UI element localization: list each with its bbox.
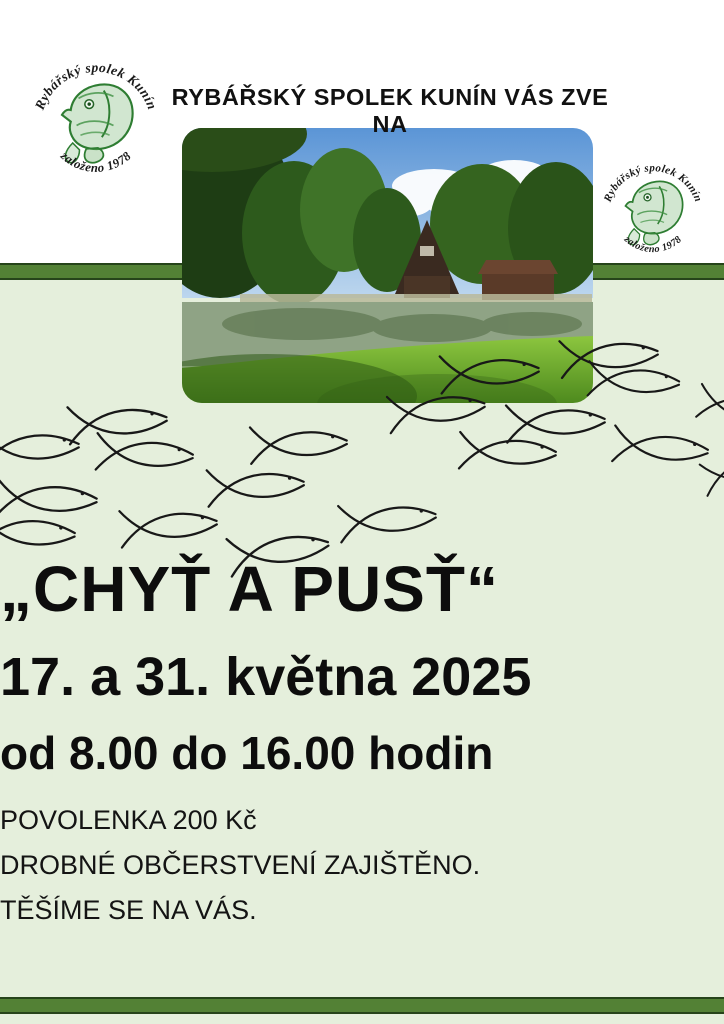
detail-line-permit: POVOLENKA 200 Kč [0, 805, 257, 835]
logo-ring-text: Rybářský spolek Kunín [31, 59, 161, 112]
event-details [0, 798, 724, 933]
logo-founded-text: založeno 1978 [58, 148, 134, 175]
carp-sketch-icon [62, 84, 133, 162]
pond-photo [182, 128, 593, 403]
header-invitation-text: RYBÁŘSKÝ SPOLEK KUNÍN VÁS ZVE NA [171, 84, 609, 137]
logo-ring-text: Rybářský spolek Kunín [601, 162, 705, 204]
photo-reflection [182, 403, 593, 521]
detail-line-refreshments: DROBNÉ OBČERSTVENÍ ZAJIŠTĚNO. [0, 850, 481, 880]
detail-line-welcome: TĚŠÍME SE NA VÁS. [0, 895, 257, 925]
carp-sketch-icon [626, 181, 683, 244]
event-time: od 8.00 do 16.00 hodin [0, 727, 494, 779]
logo-founded-text: založeno 1978 [621, 234, 685, 256]
bottom-divider-bar [0, 997, 724, 1014]
event-title: „CHYŤ A PUSŤ“ [0, 553, 499, 625]
club-logo-right [598, 155, 708, 275]
club-logo-left [28, 52, 164, 200]
event-dates: 17. a 31. května 2025 [0, 647, 532, 707]
